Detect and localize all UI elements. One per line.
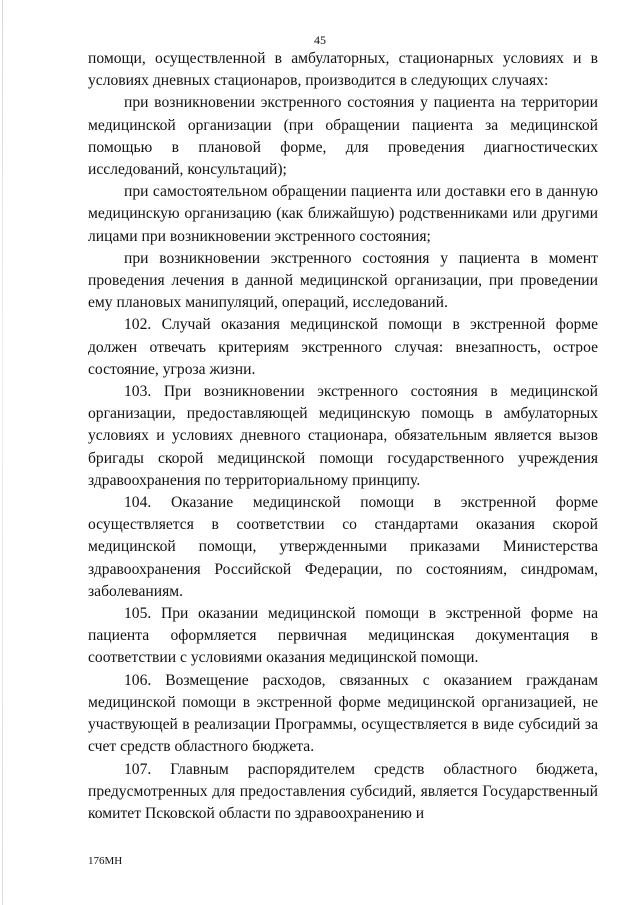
paragraph-continuation: помощи, осуществленной в амбулаторных, стационарных условиях и в условиях дневных стационаров, производится в следующих случаях:	[88, 50, 598, 90]
paragraph-107: 107. Главным распорядителем средств областного бюджета, предусмотренных для предоставления субсидий, является Государственный комитет Псковской области по здравоохранению и	[88, 760, 598, 822]
page-number: 45	[314, 33, 326, 47]
paragraph-case-2: при самостоятельном обращении пациента или доставки его в данную медицинскую организацию (как ближайшую) родственниками или другими лицами при возникновении экстренного состояния;	[88, 183, 598, 245]
paragraph-106: 106. Возмещение расходов, связанных с оказанием гражданам медицинской помощи в экстренной форме медицинской организацией, не участвующей в реализации Программы, осуществляется в виде субсидий за счет средств областного бюджета.	[88, 671, 598, 756]
document-body	[88, 48, 598, 825]
paragraph-case-3: при возникновении экстренного состояния у пациента в момент проведения лечения в данной медицинской организации, при проведении ему плановых манипуляций, операций, исследований.	[88, 249, 598, 312]
paragraph-104: 104. Оказание медицинской помощи в экстренной форме осуществляется в соответствии со стандартами оказания скорой медицинской помощи, утвержденными приказами Министерства здравоохранения Российской Федерации, по состояниям, синдромам, заболеваниям.	[88, 494, 598, 600]
paragraph-102: 102. Случай оказания медицинской помощи в экстренной форме должен отвечать критериям экстренного случая: внезапность, острое состояние, угроза жизни.	[88, 316, 598, 378]
scan-edge	[2, 0, 3, 905]
paragraph-103: 103. При возникновении экстренного состояния в медицинской организации, предоставляющей медицинскую помощь в амбулаторных условиях и условиях дневного стационара, обязательным является вызов бригады скорой медицинской помощи государственного учреждения здравоохранения по территориальному принципу.	[88, 383, 598, 489]
document-code: 176МН	[88, 855, 123, 867]
paragraph-105: 105. При оказании медицинской помощи в экстренной форме на пациента оформляется первичная медицинская документация в соответствии с условиями оказания медицинской помощи.	[88, 605, 598, 667]
paragraph-case-1: при возникновении экстренного состояния у пациента на территории медицинской организации (при обращении пациента за медицинской помощью в плановой форме, для проведения диагностических исследований, консультаций);	[88, 94, 598, 179]
